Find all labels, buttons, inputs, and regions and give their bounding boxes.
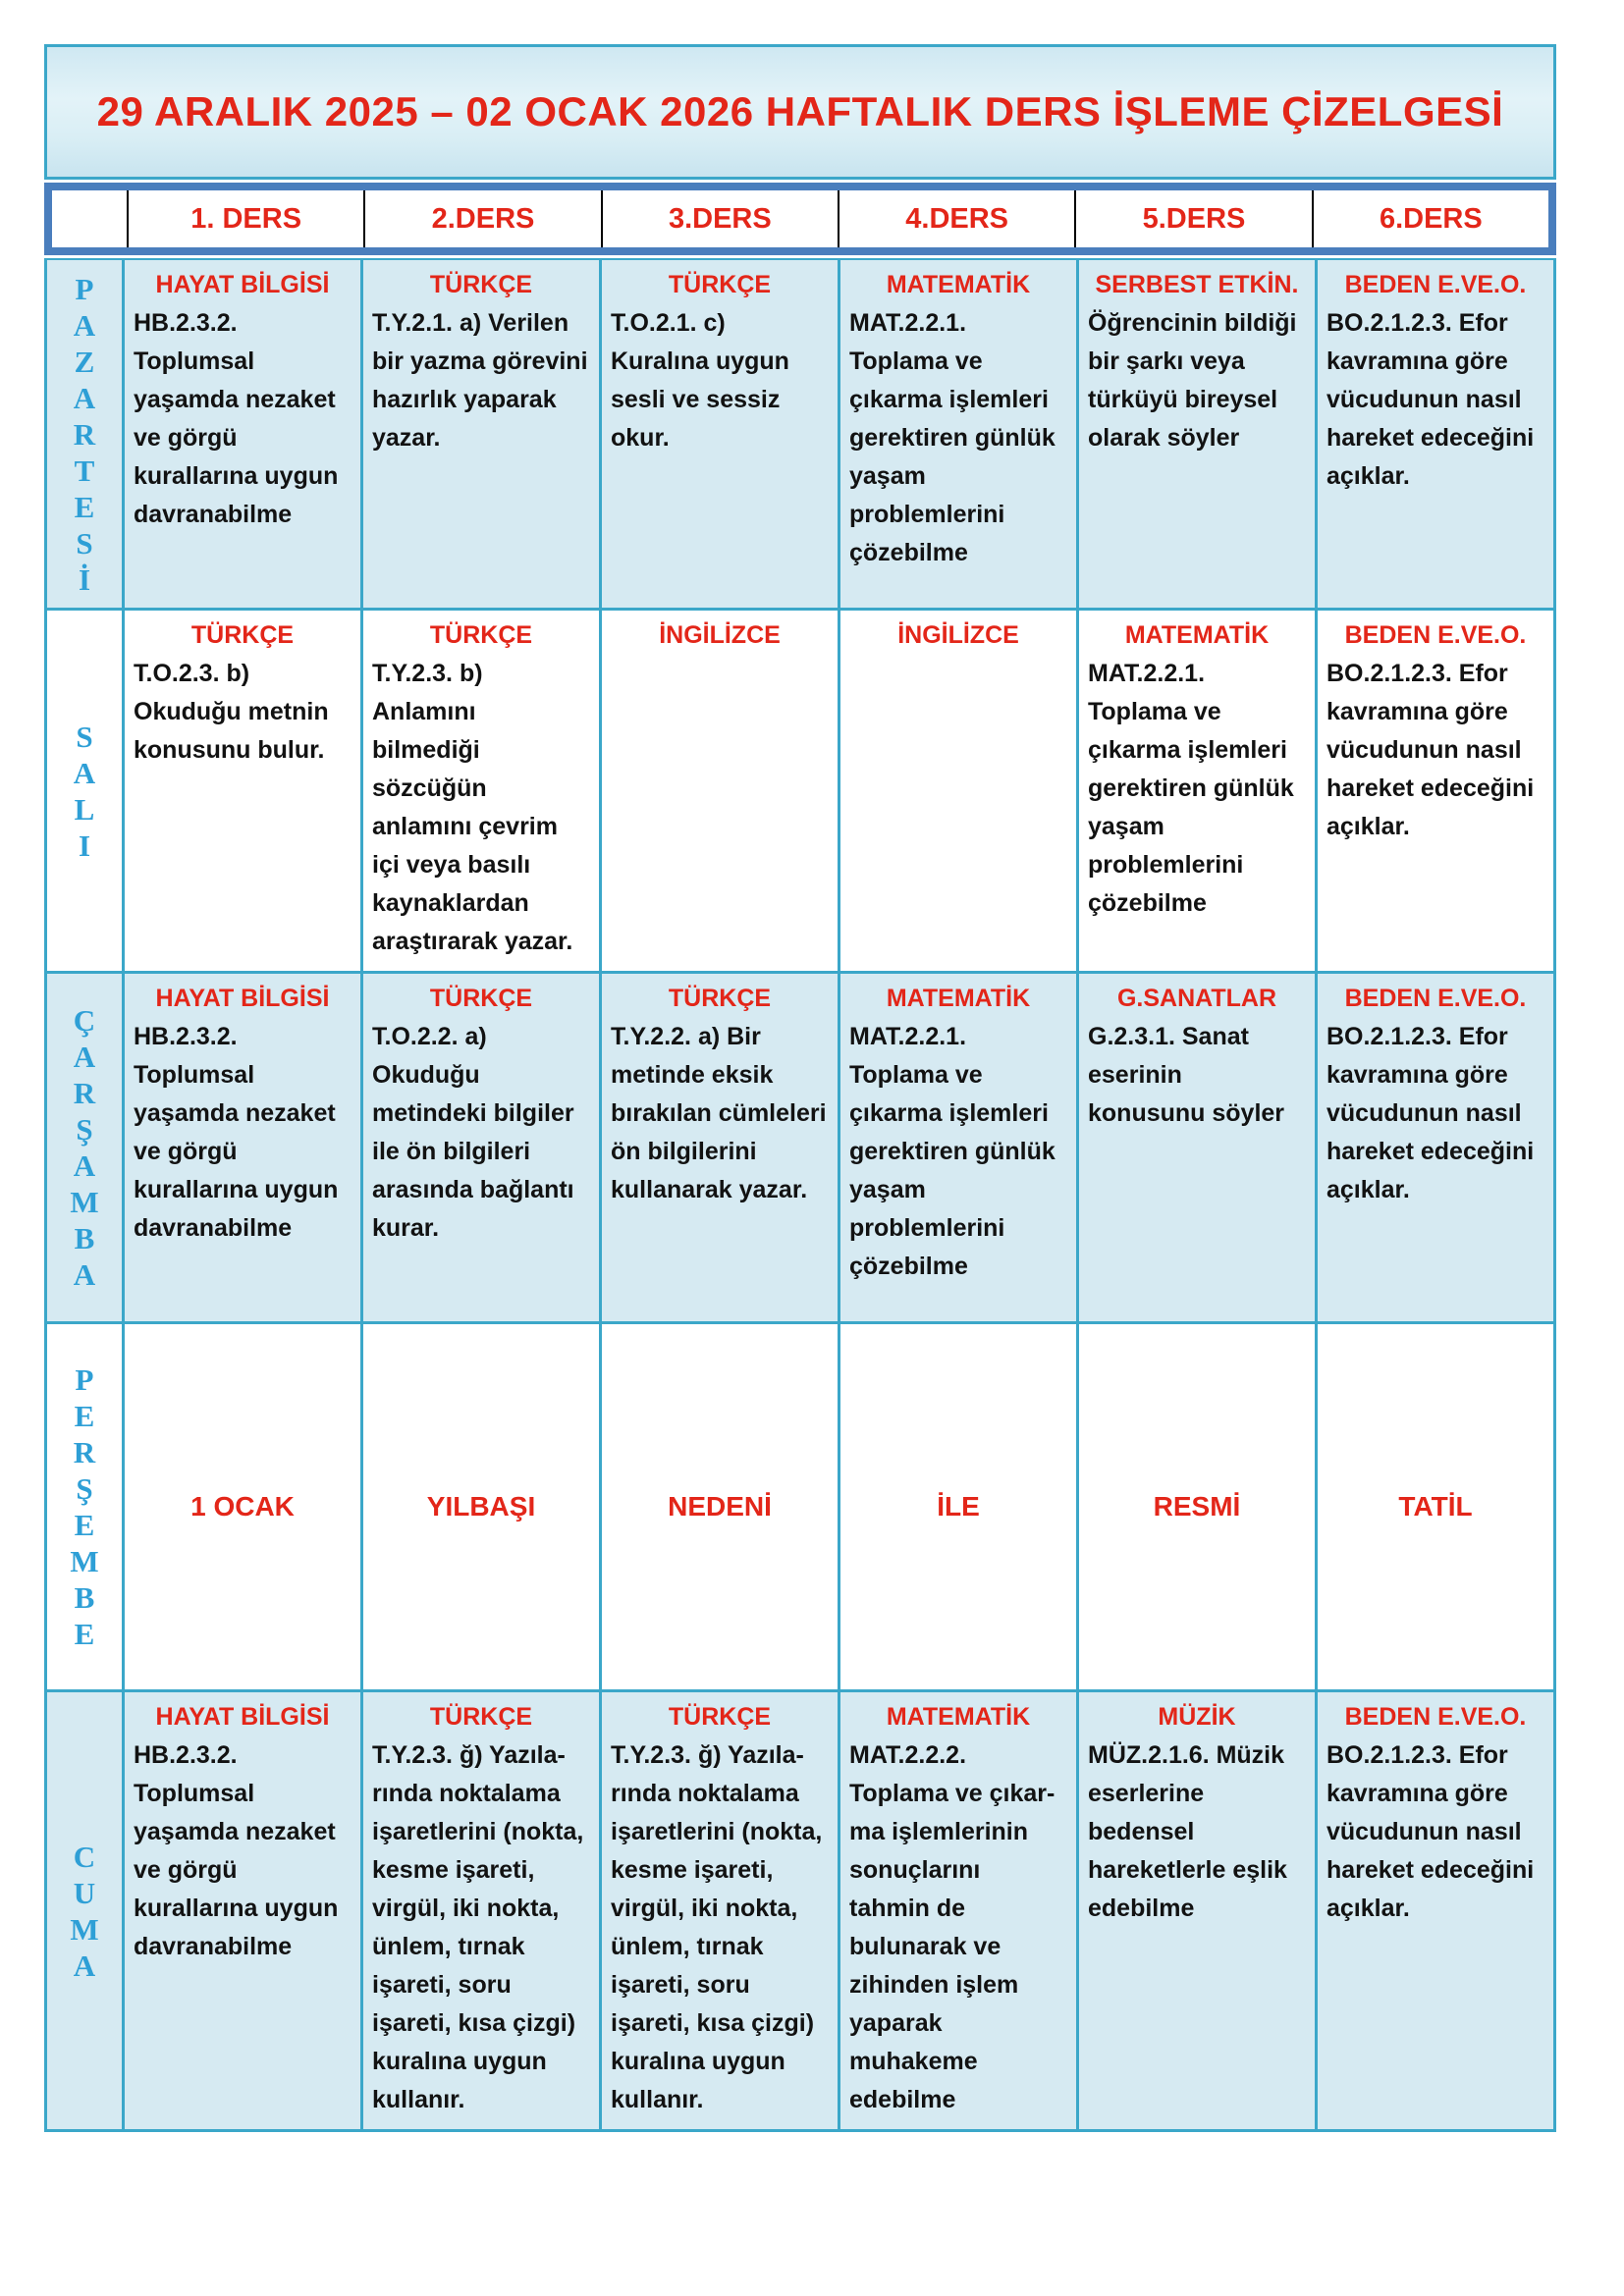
- day-letter: R: [73, 416, 96, 452]
- day-label-4: [47, 1324, 122, 1689]
- lesson-cell-day4-lesson4: [838, 1324, 1076, 1689]
- day-row-1: [47, 260, 1553, 608]
- day-letter: I: [78, 828, 91, 863]
- schedule-sheet: [44, 44, 1556, 2132]
- subject-title: TÜRKÇE: [429, 621, 533, 649]
- day-letter: Ş: [76, 1112, 93, 1147]
- day-letter: A: [73, 380, 96, 415]
- day-letter: Ç: [73, 1003, 96, 1038]
- lesson-cell-day1-lesson6: [1315, 260, 1553, 608]
- lesson-cell-day5-lesson4: [838, 1692, 1076, 2129]
- holiday-word: RESMİ: [1153, 1491, 1241, 1522]
- lesson-cell-day1-lesson3: [599, 260, 838, 608]
- day-name-vertical: [70, 1002, 98, 1293]
- day-letter: E: [74, 489, 95, 524]
- day-letter: P: [75, 271, 94, 306]
- lesson-cell-day1-lesson1: [122, 260, 360, 608]
- objective-text: T.O.2.1. c) Kuralına uygun sesli ve sessiz okur.: [611, 309, 789, 452]
- day-letter: E: [74, 1508, 95, 1542]
- lesson-cell-day5-lesson2: [360, 1692, 599, 2129]
- lesson-cell-day2-lesson2: [360, 611, 599, 971]
- day-letter: Z: [74, 344, 95, 379]
- lesson-cell-day1-lesson5: [1076, 260, 1315, 608]
- day-letter: A: [73, 1257, 96, 1292]
- lesson-cell-day3-lesson6: [1315, 974, 1553, 1321]
- subject-title: TÜRKÇE: [668, 271, 772, 298]
- subject-title: BEDEN E.VE.O.: [1344, 1703, 1527, 1731]
- day-letter: A: [73, 755, 96, 790]
- holiday-word: TATİL: [1398, 1491, 1473, 1522]
- day-letter: M: [70, 1911, 99, 1947]
- lesson-cell-day4-lesson5: [1076, 1324, 1315, 1689]
- lesson-cell-day4-lesson3: [599, 1324, 838, 1689]
- objective-text: MAT.2.2.1. Toplama ve çıkarma işlemleri gerektiren günlük yaşam problemlerini çözebilme: [849, 309, 1056, 566]
- lesson-cell-day1-lesson2: [360, 260, 599, 608]
- header-lesson-4: 4.DERS: [838, 190, 1074, 247]
- day-name-vertical: [74, 271, 95, 598]
- day-row-4: [47, 1321, 1553, 1689]
- day-letter: R: [73, 1435, 96, 1469]
- subject-title: TÜRKÇE: [429, 985, 533, 1012]
- objective-text: MAT.2.2.1. Toplama ve çıkarma işlemleri gerektiren günlük yaşam problemlerini çözebilme: [849, 1023, 1056, 1280]
- subject-title: SERBEST ETKİN.: [1095, 271, 1299, 298]
- subject-title: BEDEN E.VE.O.: [1344, 271, 1527, 298]
- objective-text: T.Y.2.1. a) Verilen bir yazma görevini hazırlık yaparak yazar.: [372, 309, 588, 452]
- day-letter: M: [70, 1185, 99, 1219]
- subject-title: MÜZİK: [1158, 1703, 1236, 1731]
- lesson-cell-day3-lesson3: [599, 974, 838, 1321]
- subject-title: TÜRKÇE: [668, 1703, 772, 1731]
- lesson-cell-day2-lesson5: [1076, 611, 1315, 971]
- header-lesson-1: 1. DERS: [127, 190, 363, 247]
- header-day-cell: [52, 190, 127, 247]
- day-label-3: [47, 974, 122, 1321]
- subject-title: TÜRKÇE: [429, 271, 533, 298]
- day-name-vertical: [74, 719, 95, 864]
- lesson-cell-day4-lesson6: [1315, 1324, 1553, 1689]
- lesson-cell-day3-lesson5: [1076, 974, 1315, 1321]
- lesson-cell-day3-lesson2: [360, 974, 599, 1321]
- subject-title: TÜRKÇE: [668, 985, 772, 1012]
- lesson-cell-day5-lesson5: [1076, 1692, 1315, 2129]
- header-lesson-2: 2.DERS: [363, 190, 600, 247]
- day-letter: T: [74, 453, 95, 488]
- lesson-cell-day1-lesson4: [838, 260, 1076, 608]
- holiday-word: İLE: [937, 1491, 980, 1522]
- objective-text: G.2.3.1. Sanat eserinin konusunu söyler: [1088, 1023, 1285, 1127]
- subject-title: MATEMATİK: [886, 985, 1031, 1012]
- header-lesson-3: 3.DERS: [601, 190, 838, 247]
- subject-title: TÜRKÇE: [190, 621, 295, 649]
- lesson-cell-day3-lesson1: [122, 974, 360, 1321]
- objective-text: T.Y.2.3. ğ) Yazıla-rında noktalama işaretlerini (nokta, kesme işareti, virgül, iki nokta, ünlem, tırnak işareti, soru işareti, kısa çizgi) kuralına uygun kullanır.: [372, 1741, 584, 2113]
- subject-title: HAYAT BİLGİSİ: [155, 271, 330, 298]
- objective-text: T.O.2.2. a) Okuduğu metindeki bilgiler ile ön bilgileri arasında bağlantı kurar.: [372, 1023, 574, 1242]
- subject-title: İNGİLİZCE: [897, 621, 1019, 649]
- day-letter: S: [76, 719, 93, 754]
- objective-text: T.Y.2.2. a) Bir metinde eksik bırakılan cümleleri ön bilgilerini kullanarak yazar.: [611, 1023, 827, 1203]
- day-row-2: [47, 608, 1553, 971]
- subject-title: G.SANATLAR: [1116, 985, 1277, 1012]
- objective-text: Öğrencinin bildiği bir şarkı veya türküyü bireysel olarak söyler: [1088, 309, 1297, 452]
- holiday-word: 1 OCAK: [190, 1491, 295, 1522]
- objective-text: BO.2.1.2.3. Efor kavramına göre vücudunun nasıl hareket edeceğini açıklar.: [1326, 309, 1535, 490]
- lesson-cell-day5-lesson1: [122, 1692, 360, 2129]
- objective-text: MAT.2.2.1. Toplama ve çıkarma işlemleri gerektiren günlük yaşam problemlerini çözebilme: [1088, 660, 1294, 917]
- header-lesson-6: 6.DERS: [1312, 190, 1548, 247]
- day-row-3: [47, 971, 1553, 1321]
- day-letter: M: [70, 1544, 99, 1578]
- objective-text: T.Y.2.3. ğ) Yazıla-rında noktalama işaretlerini (nokta, kesme işareti, virgül, iki nokta, ünlem, tırnak işareti, soru işareti, kısa çizgi) kuralına uygun kullanır.: [611, 1741, 823, 2113]
- day-letter: A: [73, 1148, 96, 1183]
- objective-text: BO.2.1.2.3. Efor kavramına göre vücudunun nasıl hareket edeceğini açıklar.: [1326, 1023, 1535, 1203]
- day-letter: L: [74, 791, 95, 827]
- subject-title: MATEMATİK: [886, 271, 1031, 298]
- lesson-cell-day5-lesson3: [599, 1692, 838, 2129]
- subject-title: İNGİLİZCE: [659, 621, 781, 649]
- day-letter: C: [73, 1839, 96, 1874]
- day-letter: Ş: [76, 1471, 93, 1506]
- lesson-cell-day2-lesson4: [838, 611, 1076, 971]
- lesson-cell-day2-lesson3: [599, 611, 838, 971]
- subject-title: BEDEN E.VE.O.: [1344, 985, 1527, 1012]
- lesson-cell-day5-lesson6: [1315, 1692, 1553, 2129]
- subject-title: MATEMATİK: [886, 1703, 1031, 1731]
- page-title: 29 ARALIK 2025 – 02 OCAK 2026 HAFTALIK DERS İŞLEME ÇİZELGESİ: [96, 88, 1504, 134]
- subject-title: MATEMATİK: [1124, 621, 1270, 649]
- subject-title: BEDEN E.VE.O.: [1344, 621, 1527, 649]
- day-letter: A: [73, 1040, 96, 1074]
- subject-title: TÜRKÇE: [429, 1703, 533, 1731]
- day-letter: E: [74, 1617, 95, 1651]
- objective-text: BO.2.1.2.3. Efor kavramına göre vücudunun nasıl hareket edeceğini açıklar.: [1326, 660, 1535, 840]
- day-letter: P: [75, 1362, 94, 1397]
- objective-text: HB.2.3.2. Toplumsal yaşamda nezaket ve görgü kurallarına uygun davranabilme: [134, 309, 339, 528]
- objective-text: BO.2.1.2.3. Efor kavramına göre vücudunun nasıl hareket edeceğini açıklar.: [1326, 1741, 1535, 1922]
- lesson-header-row: [44, 183, 1556, 255]
- lesson-cell-day2-lesson6: [1315, 611, 1553, 971]
- holiday-word: NEDENİ: [668, 1491, 772, 1522]
- day-letter: İ: [78, 561, 91, 597]
- subject-title: HAYAT BİLGİSİ: [155, 985, 330, 1012]
- day-label-5: [47, 1692, 122, 2129]
- day-letter: B: [74, 1221, 95, 1255]
- objective-text: T.Y.2.3. b) Anlamını bilmediği sözcüğün anlamını çevrim içi veya basılı kaynaklardan araştırarak yazar.: [372, 660, 573, 955]
- day-label-1: [47, 260, 122, 608]
- header-lesson-5: 5.DERS: [1074, 190, 1311, 247]
- lesson-cell-day3-lesson4: [838, 974, 1076, 1321]
- objective-text: MAT.2.2.2. Toplama ve çıkar-ma işlemlerinin sonuçlarını tahmin de bulunarak ve zihinden işlem yaparak muhakeme edebilme: [849, 1741, 1056, 2113]
- lesson-cell-day4-lesson1: [122, 1324, 360, 1689]
- day-name-vertical: [70, 1839, 98, 1984]
- schedule-table: [44, 258, 1556, 2132]
- day-letter: B: [74, 1580, 95, 1615]
- objective-text: T.O.2.3. b) Okuduğu metnin konusunu bulur.: [134, 660, 329, 764]
- day-letter: E: [74, 1399, 95, 1433]
- objective-text: HB.2.3.2. Toplumsal yaşamda nezaket ve görgü kurallarına uygun davranabilme: [134, 1023, 339, 1242]
- day-name-vertical: [70, 1362, 98, 1652]
- day-letter: A: [73, 1948, 96, 1983]
- day-letter: U: [73, 1875, 96, 1910]
- subject-title: HAYAT BİLGİSİ: [155, 1703, 330, 1731]
- day-letter: S: [76, 525, 93, 561]
- lesson-cell-day4-lesson2: [360, 1324, 599, 1689]
- day-letter: R: [73, 1076, 96, 1110]
- objective-text: HB.2.3.2. Toplumsal yaşamda nezaket ve görgü kurallarına uygun davranabilme: [134, 1741, 339, 1960]
- holiday-word: YILBAŞI: [426, 1491, 536, 1522]
- day-letter: A: [73, 307, 96, 343]
- lesson-cell-day2-lesson1: [122, 611, 360, 971]
- day-row-5: [47, 1689, 1553, 2129]
- title-box: [44, 44, 1556, 180]
- objective-text: MÜZ.2.1.6. Müzik eserlerine bedensel hareketlerle eşlik edebilme: [1088, 1741, 1287, 1922]
- day-label-2: [47, 611, 122, 971]
